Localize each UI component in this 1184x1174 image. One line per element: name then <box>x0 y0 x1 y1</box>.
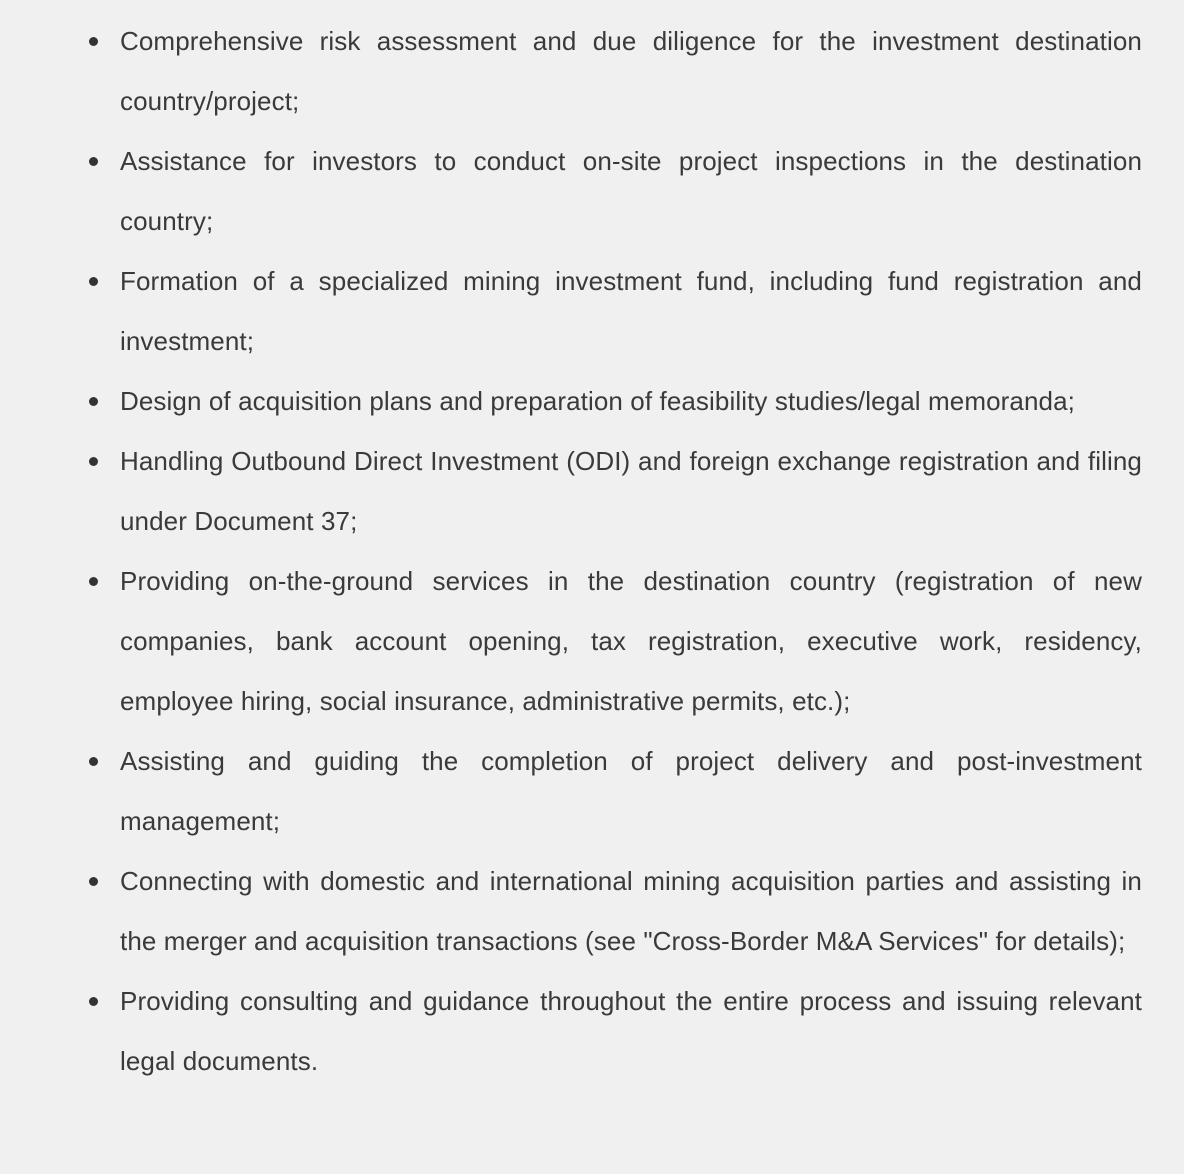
list-item-text: Assisting and guiding the completion of project delivery and post-investment management; <box>120 746 1142 836</box>
bullet-icon <box>88 971 98 1031</box>
list-item-odi-registration <box>120 431 1142 551</box>
list-item-ma-transactions <box>120 851 1142 971</box>
list-item-text: Formation of a specialized mining investment fund, including fund registration and investment; <box>120 266 1142 356</box>
bullet-icon <box>88 431 98 491</box>
bullet-icon <box>88 551 98 611</box>
list-item-text: Assistance for investors to conduct on-site project inspections in the destination country; <box>120 146 1142 236</box>
list-item-text: Design of acquisition plans and preparation of feasibility studies/legal memoranda; <box>120 386 1075 416</box>
bullet-icon <box>88 731 98 791</box>
list-item-text: Handling Outbound Direct Investment (ODI) and foreign exchange registration and filing under Document 37; <box>120 446 1142 536</box>
list-item-project-delivery <box>120 731 1142 851</box>
bullet-icon <box>88 11 98 71</box>
list-item-on-the-ground-services <box>120 551 1142 731</box>
list-item-site-inspections <box>120 131 1142 251</box>
services-bullet-list <box>0 11 1184 1091</box>
bullet-icon <box>88 131 98 191</box>
document-body <box>0 11 1184 1091</box>
bullet-icon <box>88 371 98 431</box>
list-item-mining-fund <box>120 251 1142 371</box>
bullet-icon <box>88 251 98 311</box>
list-item-text: Providing consulting and guidance throughout the entire process and issuing relevant legal documents. <box>120 986 1142 1076</box>
list-item-risk-assessment <box>120 11 1142 131</box>
list-item-text: Comprehensive risk assessment and due diligence for the investment destination country/project; <box>120 26 1142 116</box>
bullet-icon <box>88 851 98 911</box>
list-item-consulting-guidance <box>120 971 1142 1091</box>
list-item-acquisition-plans <box>120 371 1142 431</box>
list-item-text: Connecting with domestic and international mining acquisition parties and assisting in the merger and acquisition transactions (see "Cross-Border M&A Services" for details); <box>120 866 1142 956</box>
list-item-text: Providing on-the-ground services in the destination country (registration of new companies, bank account opening, tax registration, executive work, residency, employee hiring, social insurance, administrative permits, etc.); <box>120 566 1142 716</box>
